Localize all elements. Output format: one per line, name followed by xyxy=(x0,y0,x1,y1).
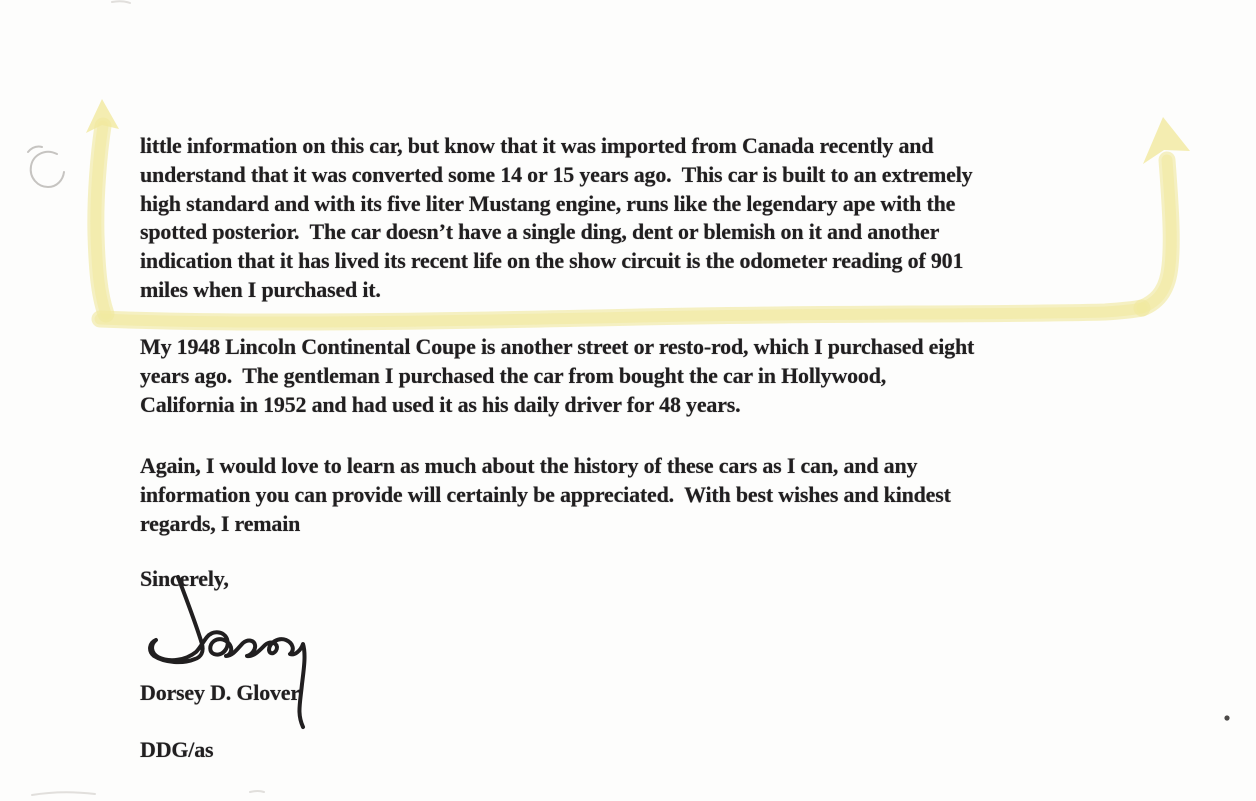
letter-line: spotted posterior. The car doesn’t have a single ding, dent or blemish on it and another xyxy=(140,219,940,245)
letter-line: information you can provide will certainly be appreciated. With best wishes and kindest xyxy=(140,481,951,507)
closing-salutation: Sincerely, xyxy=(140,566,229,591)
letter-line: years ago. The gentleman I purchased the car from bought the car in Hollywood, xyxy=(140,362,887,388)
reference-initials: DDG/as xyxy=(140,737,214,762)
typed-signature-name: Dorsey D. Glover xyxy=(140,680,300,705)
letter-line: understand that it was converted some 14 or 15 years ago. This car is built to an extremely xyxy=(140,161,973,187)
letter-line: Again, I would love to learn as much about the history of these cars as I can, and any xyxy=(140,453,918,478)
letter-line: California in 1952 and had used it as his daily driver for 48 years. xyxy=(140,391,741,417)
letter-line: indication that it has lived its recent life on the show circuit is the odometer reading of 901 xyxy=(140,248,964,274)
letter-line: regards, I remain xyxy=(140,510,301,536)
letter-line: My 1948 Lincoln Continental Coupe is another street or resto-rod, which I purchased eight xyxy=(140,334,975,359)
letter-line: high standard and with its five liter Mustang engine, runs like the legendary ape with the xyxy=(140,190,956,216)
letter-line: miles when I purchased it. xyxy=(140,276,381,302)
signature-stroke xyxy=(150,577,304,727)
letter-line: little information on this car, but know that it was imported from Canada recently and xyxy=(140,133,934,158)
